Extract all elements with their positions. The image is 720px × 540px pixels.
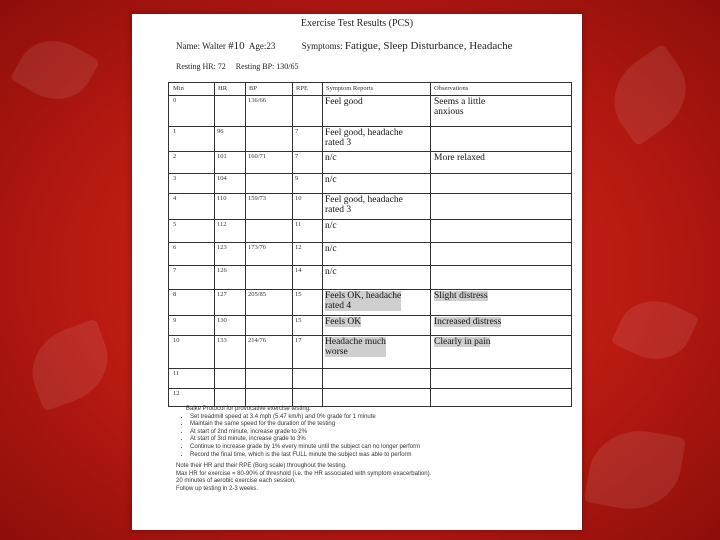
cell-heart-rate: 123	[217, 244, 227, 251]
cell-minute: 4	[173, 195, 177, 202]
cell-observation: Seems a little anxious	[434, 97, 486, 117]
table-row-divider	[169, 151, 571, 152]
cell-heart-rate: 133	[217, 337, 227, 344]
cell-rpe: 10	[295, 195, 302, 202]
protocol-step: • Record the final time, which is the last FULL minute the subject was able to perform	[190, 452, 576, 460]
cell-heart-rate: 104	[217, 175, 227, 182]
symptoms-value: Fatigue, Sleep Disturbance, Headache	[344, 40, 513, 52]
column-header-symptom-reports: Symptom Reports	[326, 85, 374, 92]
document-title: Exercise Test Results (PCS)	[300, 18, 414, 29]
cell-minute: 11	[173, 370, 180, 377]
table-row-divider	[169, 368, 571, 369]
cell-minute: 6	[173, 244, 177, 251]
protocol-steps	[176, 414, 576, 460]
table-column-divider	[292, 83, 293, 406]
column-header-min: Min	[173, 85, 184, 92]
cell-symptom-report: Feel good, headache rated 3	[325, 128, 403, 148]
age-label: Age:23	[248, 41, 276, 51]
cell-minute: 7	[173, 267, 177, 274]
cell-heart-rate: 112	[217, 221, 227, 228]
cell-rpe: 12	[295, 244, 302, 251]
table-row-divider	[169, 388, 571, 389]
document-page	[132, 14, 582, 530]
cell-heart-rate: 96	[217, 128, 224, 135]
resting-vitals-line	[176, 62, 298, 71]
cell-minute: 1	[173, 128, 177, 135]
cell-minute: 2	[173, 153, 177, 160]
cell-rpe: 14	[295, 267, 302, 274]
background-leaf-decoration	[20, 318, 119, 411]
cell-blood-pressure: 173/76	[248, 244, 267, 251]
cell-minute: 0	[173, 97, 177, 104]
cell-symptom-report: n/c	[325, 175, 337, 185]
cell-minute: 9	[173, 317, 177, 324]
cell-minute: 8	[173, 291, 177, 298]
protocol-step: • Maintain the same speed for the duration of the testing	[190, 421, 576, 429]
cell-symptom-report: n/c	[325, 244, 337, 254]
table-column-divider	[214, 83, 215, 406]
cell-heart-rate: 126	[217, 267, 227, 274]
protocol-step: • At start of 2nd minute, increase grade to 2%	[190, 429, 576, 437]
cell-observation: More relaxed	[434, 153, 485, 163]
table-row-divider	[169, 315, 571, 316]
table-row-divider	[169, 193, 571, 194]
protocol-step: • Continue to increase grade by 1% every minute until the subject can no longer perform	[190, 444, 576, 452]
cell-observation: Slight distress	[434, 291, 488, 301]
cell-heart-rate: 127	[217, 291, 227, 298]
cell-observation: Increased distress	[434, 317, 502, 327]
cell-blood-pressure: 136/66	[248, 97, 267, 104]
cell-rpe: 11	[295, 221, 302, 228]
background-leaf-decoration	[10, 27, 101, 114]
cell-blood-pressure: 160/71	[248, 153, 267, 160]
patient-info-line	[176, 40, 513, 52]
protocol-step: • Set treadmill speed at 3.4 mph (5.47 km/h) and 0% grade for 1 minute	[190, 414, 576, 422]
cell-blood-pressure: 214/76	[248, 337, 267, 344]
column-header-bp: BP	[249, 85, 257, 92]
cell-symptom-report: Feel good, headache rated 3	[325, 195, 403, 215]
cell-rpe: 7	[295, 128, 299, 135]
cell-minute: 3	[173, 175, 177, 182]
protocol-notes	[176, 406, 576, 494]
cell-heart-rate: 130	[217, 317, 227, 324]
cell-symptom-report: Feels OK	[325, 317, 362, 327]
cell-heart-rate: 101	[217, 153, 227, 160]
cell-symptom-report: Feels OK, headache rated 4	[325, 291, 402, 311]
cell-symptom-report: n/c	[325, 267, 337, 277]
column-header-rpe: RPE	[296, 85, 308, 92]
cell-heart-rate: 110	[217, 195, 227, 202]
cell-rpe: 9	[295, 175, 299, 182]
results-table	[168, 82, 572, 407]
table-row-divider	[169, 95, 571, 96]
cell-symptom-report: Headache much worse	[325, 337, 386, 357]
protocol-heading: Balke Protocol for provocative exercise testing:	[186, 406, 311, 412]
column-header-observations: Observations	[434, 85, 469, 92]
column-header-hr: HR	[218, 85, 228, 92]
table-row-divider	[169, 242, 571, 243]
cell-symptom-report: Feel good	[325, 97, 363, 107]
cell-rpe: 15	[295, 291, 302, 298]
resting-bp: Resting BP: 130/65	[235, 62, 299, 71]
protocol-step: • At start of 3rd minute, increase grade to 3%	[190, 436, 576, 444]
cell-symptom-report: n/c	[325, 221, 337, 231]
background-leaf-decoration	[611, 288, 700, 372]
table-row-divider	[169, 265, 571, 266]
table-row-divider	[169, 219, 571, 220]
cell-blood-pressure: 205/85	[248, 291, 267, 298]
cell-symptom-report: n/c	[325, 153, 337, 163]
table-row-divider	[169, 126, 571, 127]
table-row-divider	[169, 335, 571, 336]
cell-minute: 10	[173, 337, 180, 344]
table-column-divider	[322, 83, 323, 406]
name-label: Name: Walter	[176, 41, 226, 51]
cell-minute: 12	[173, 390, 180, 397]
patient-id: #10	[228, 40, 245, 52]
cell-observation: Clearly in pain	[434, 337, 491, 347]
table-column-divider	[430, 83, 431, 406]
resting-hr: Resting HR: 72	[176, 62, 226, 71]
cell-blood-pressure: 159/73	[248, 195, 267, 202]
protocol-footer: Note their HR and their RPE (Borg scale) throughout the testing. Max HR for exercise = 80-90% of threshold (i.e. the HR associated with symptom exacerbation). 20 minutes of aerobic exercise each session. Follow up testing in 2-3 weeks.	[176, 463, 432, 492]
symptoms-label: Symptoms:	[301, 41, 343, 51]
cell-rpe: 7	[295, 153, 299, 160]
cell-minute: 5	[173, 221, 177, 228]
background-leaf-decoration	[597, 43, 703, 146]
cell-rpe: 15	[295, 317, 302, 324]
cell-rpe: 17	[295, 337, 302, 344]
table-row-divider	[169, 289, 571, 290]
table-row-divider	[169, 173, 571, 174]
background-leaf-decoration	[584, 423, 687, 517]
table-column-divider	[245, 83, 246, 406]
